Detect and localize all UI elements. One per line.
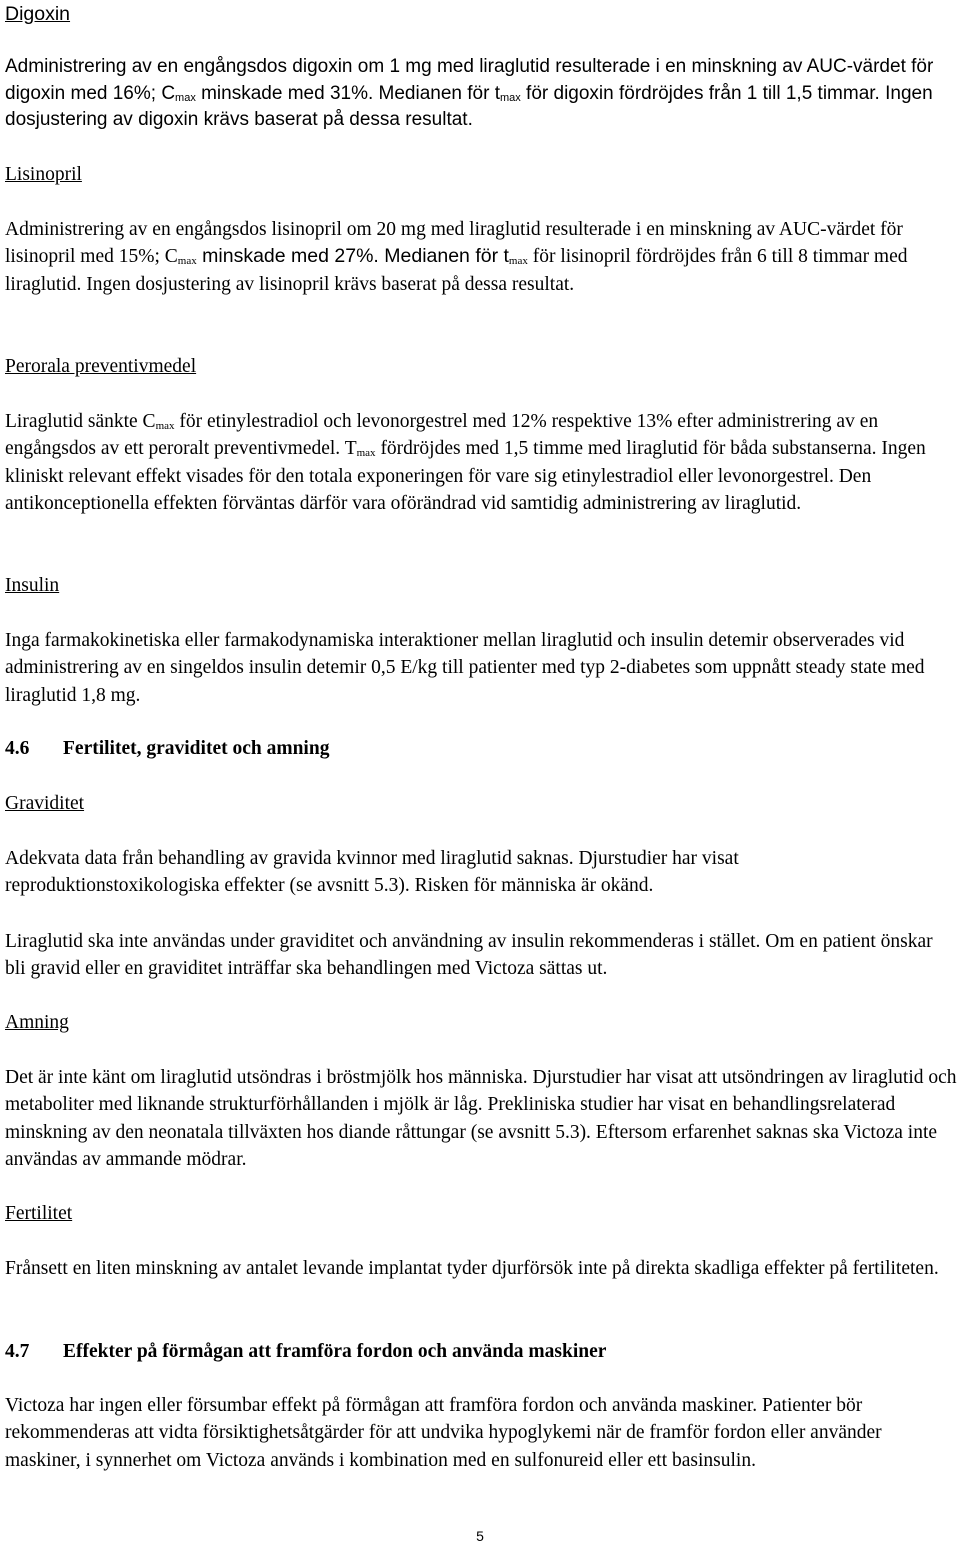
paragraph-graviditet-1: Adekvata data från behandling av gravida kvinnor med liraglutid saknas. Djurstudier har visat reproduktionstoxikologiska effekter (se avsnitt 5.3). Risken för människa är okänd. (5, 848, 739, 897)
paragraph-insulin: Inga farmakokinetiska eller farmakodynamiska interaktioner mellan liraglutid och insulin detemir observerades vid administrering av en singeldos insulin detemir 0,5 E/kg till patienter med typ 2-diabetes som uppnått steady state med liraglutid 1,8 mg. (5, 630, 925, 706)
heading-amning: Amning (5, 1012, 69, 1033)
section-title-4-7: Effekter på förmågan att framföra fordon och använda maskiner (63, 1341, 607, 1362)
section-number-4-6: 4.6 (5, 738, 30, 759)
paragraph-4-7: Victoza har ingen eller försumbar effekt på förmågan att framföra fordon och använda maskiner. Patienter bör rekommenderas att vidta försiktighetsåtgärder för att undvika hypoglykemi när de framför fordon eller använder maskiner, i synnerhet om Victoza används i kombination med en sulfonureid eller ett basinsulin. (5, 1395, 882, 1471)
heading-perorala-preventivmedel: Perorala preventivmedel (5, 356, 197, 377)
paragraph-perorala-preventivmedel: Liraglutid sänkte $C_{max}$ för etinylestradiol och levonorgestrel med 12% respektive 13% efter administrering av en engångsdos av ett peroralt preventivmedel. $T_{max}$ fördröjdes med 1,5 timme med liraglutid för båda substanserna. Ingen kliniskt relevant effekt visades för den totala exponeringen för vare sig etinylestradiol eller levonorgestrel. Den antikonceptionella effekten förväntas därför vara oförändrad vid samtidig administrering av liraglutid. (5, 411, 926, 514)
heading-graviditet: Graviditet (5, 793, 85, 814)
page-number: 5 (476, 1528, 484, 1544)
heading-lisinopril: Lisinopril (5, 164, 82, 185)
paragraph-graviditet-2: Liraglutid ska inte användas under graviditet och användning av insulin rekommenderas i stället. Om en patient önskar bli gravid eller en graviditet inträffar ska behandlingen med Victoza sättas ut. (5, 931, 933, 980)
paragraph-fertilitet: Frånsett en liten minskning av antalet levande implantat tyder djurförsök inte på direkta skadliga effekter på fertiliteten. (5, 1258, 939, 1279)
heading-insulin: Insulin (5, 575, 60, 596)
section-heading-4-6 (5, 737, 329, 761)
heading-digoxin: Digoxin (5, 3, 71, 25)
heading-fertilitet: Fertilitet (5, 1203, 73, 1224)
section-heading-4-7 (5, 1340, 606, 1364)
paragraph-lisinopril: Administrering av en engångsdos lisinopril om 20 mg med liraglutid resulterade i en minskning av AUC-värdet för lisinopril med 15%; $C_{max}$ minskade med 27%. Medianen för $t_{max}$ för lisinopril fördröjdes från 6 till 8 timmar med liraglutid. Ingen dosjustering av lisinopril krävs baserat på dessa resultat. (5, 219, 908, 295)
section-title-4-6: Fertilitet, graviditet och amning (63, 738, 330, 759)
section-number-4-7: 4.7 (5, 1341, 30, 1362)
paragraph-amning: Det är inte känt om liraglutid utsöndras i bröstmjölk hos människa. Djurstudier har visat att utsöndringen av liraglutid och metaboliter med liknande strukturförhållanden i mjölk är låg. Prekliniska studier har visat en behandlingsrelaterad minskning av den neonatala tillväxten hos diande råttungar (se avsnitt 5.3). Eftersom erfarenhet saknas ska Victoza inte användas av ammande mödrar. (5, 1067, 957, 1170)
paragraph-digoxin: Administrering av en engångsdos digoxin om 1 mg med liraglutid resulterade i en minskning av AUC-värdet för digoxin med 16%; $C_{max}$ minskade med 31%. Medianen för $t_{max}$ för digoxin fördröjdes från 1 till 1,5 timmar. Ingen dosjustering av digoxin krävs baserat på dessa resultat. (5, 56, 934, 130)
